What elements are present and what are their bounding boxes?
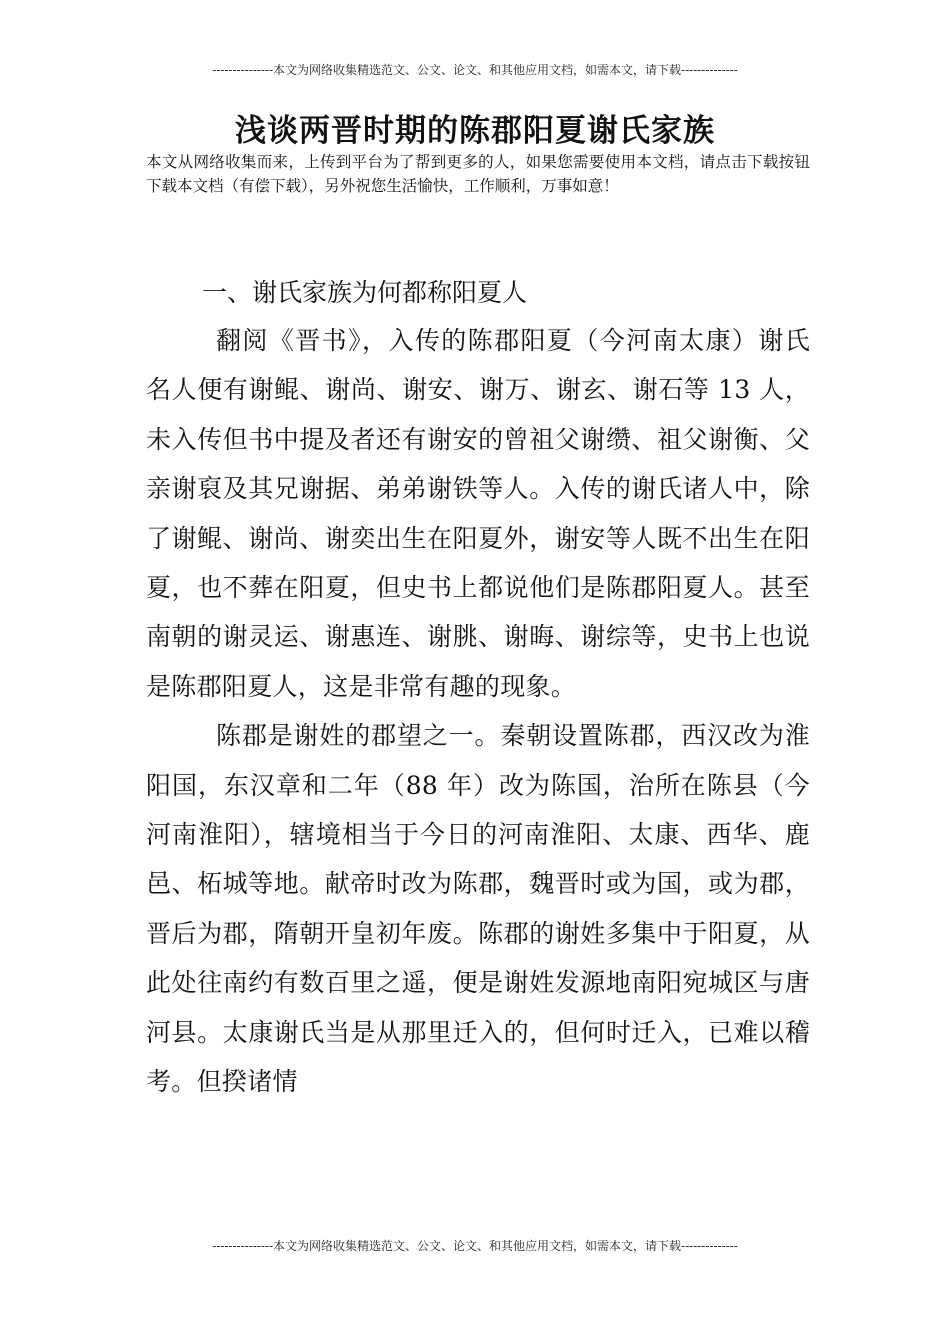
document-title: 浅谈两晋时期的陈郡阳夏谢氏家族 [235, 112, 715, 149]
page-header: ---------------本文为网络收集精选范文、公文、论文、和其他应用文档，如需本文，请下载-------------- [212, 63, 738, 77]
section-heading: 一、谢氏家族为何都称阳夏人 [202, 278, 528, 307]
download-notice: 本文从网络收集而来，上传到平台为了帮到更多的人，如果您需要使用本文档，请点击下载按钮下载本文档（有偿下载），另外祝您生活愉快，工作顺利，万事如意！ [146, 153, 810, 195]
document-body [146, 270, 810, 1107]
paragraph: 陈郡是谢姓的郡望之一。秦朝设置陈郡，西汉改为淮阳国，东汉章和二年（88 年）改为陈国，治所在陈县（今河南淮阳），辖境相当于今日的河南淮阳、太康、西华、鹿邑、柘城等地。献帝时改为陈郡，魏晋时或为国，或为郡，晋后为郡，隋朝开皇初年废。陈郡的谢姓多集中于阳夏，从此处往南约有数百里之遥，便是谢姓发源地南阳宛城区与唐河县。太康谢氏当是从那里迁入的，但何时迁入，已难以稽考。但揆诸情 [146, 721, 810, 1097]
page-footer: ---------------本文为网络收集精选范文、公文、论文、和其他应用文档，如需本文，请下载-------------- [212, 1239, 738, 1253]
paragraph: 翻阅《晋书》，入传的陈郡阳夏（今河南太康）谢氏名人便有谢鲲、谢尚、谢安、谢万、谢玄、谢石等 13 人，未入传但书中提及者还有谢安的曾祖父谢缵、祖父谢衡、父亲谢裒及其兄谢据、弟弟谢铁等人。入传的谢氏诸人中，除了谢鲲、谢尚、谢奕出生在阳夏外，谢安等人既不出生在阳夏，也不葬在阳夏，但史书上都说他们是陈郡阳夏人。甚至南朝的谢灵运、谢惠连、谢朓、谢晦、谢综等，史书上也说是陈郡阳夏人，这是非常有趣的现象。 [146, 326, 810, 701]
